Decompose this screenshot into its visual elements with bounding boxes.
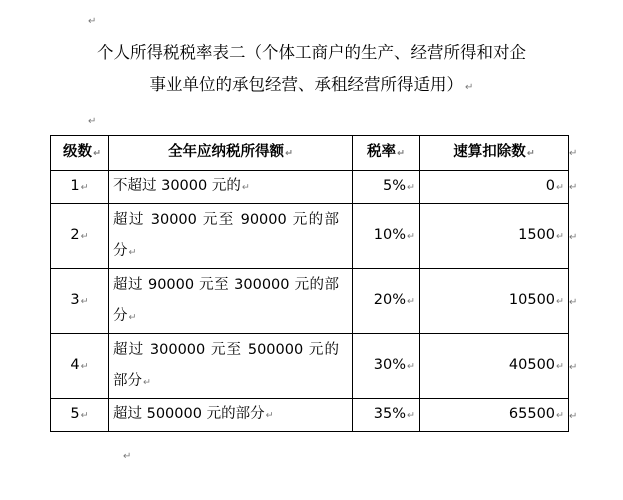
paragraph-mark: ↵: [88, 16, 97, 27]
table-row: [51, 204, 569, 269]
header-deduction: 速算扣除数↵: [420, 136, 569, 171]
cell-deduction: 10500↵: [420, 269, 569, 334]
cell-deduction: 1500↵: [420, 204, 569, 269]
document-title-line-2: 事业单位的承包经营、承租经营所得适用） ↵: [149, 75, 474, 94]
paragraph-mark: ↵: [123, 451, 132, 462]
table-row: [51, 171, 569, 204]
cell-level: 3↵: [51, 269, 109, 334]
cell-range: 超过 90000 元至 300000 元的部分↵: [109, 269, 353, 334]
cell-level: 4↵: [51, 334, 109, 399]
cell-rate: 10%↵: [353, 204, 420, 269]
paragraph-mark: ↵: [465, 82, 474, 93]
cell-rate: 30%↵: [353, 334, 420, 399]
cell-range: 超过 500000 元的部分↵: [109, 399, 353, 432]
cell-rate: 5%↵: [353, 171, 420, 204]
row-end-mark: ↵: [569, 411, 578, 422]
row-end-mark: ↵: [569, 362, 578, 373]
table-row: [51, 399, 569, 432]
cell-level: 1↵: [51, 171, 109, 204]
row-end-mark: ↵: [569, 182, 578, 193]
header-rate: 税率↵: [353, 136, 420, 171]
cell-deduction: 0↵: [420, 171, 569, 204]
cell-level: 2↵: [51, 204, 109, 269]
cell-range: 超过 30000 元至 90000 元的部分↵: [109, 204, 353, 269]
cell-rate: 35%↵: [353, 399, 420, 432]
row-end-mark: ↵: [569, 148, 578, 159]
row-end-mark: ↵: [569, 297, 578, 308]
table-header-row: [51, 136, 569, 171]
table-row: [51, 334, 569, 399]
cell-range: 不超过 30000 元的↵: [109, 171, 353, 204]
document-title-line-1: 个人所得税税率表二（个体工商户的生产、经营所得和对企: [97, 43, 526, 62]
cell-deduction: 40500↵: [420, 334, 569, 399]
table-row: [51, 269, 569, 334]
cell-range: 超过 300000 元至 500000 元的部分↵: [109, 334, 353, 399]
tax-rate-table: [50, 135, 569, 432]
paragraph-mark: ↵: [88, 116, 97, 127]
cell-level: 5↵: [51, 399, 109, 432]
header-level: 级数↵: [51, 136, 109, 171]
cell-rate: 20%↵: [353, 269, 420, 334]
header-range: 全年应纳税所得额↵: [109, 136, 353, 171]
cell-deduction: 65500↵: [420, 399, 569, 432]
row-end-mark: ↵: [569, 232, 578, 243]
